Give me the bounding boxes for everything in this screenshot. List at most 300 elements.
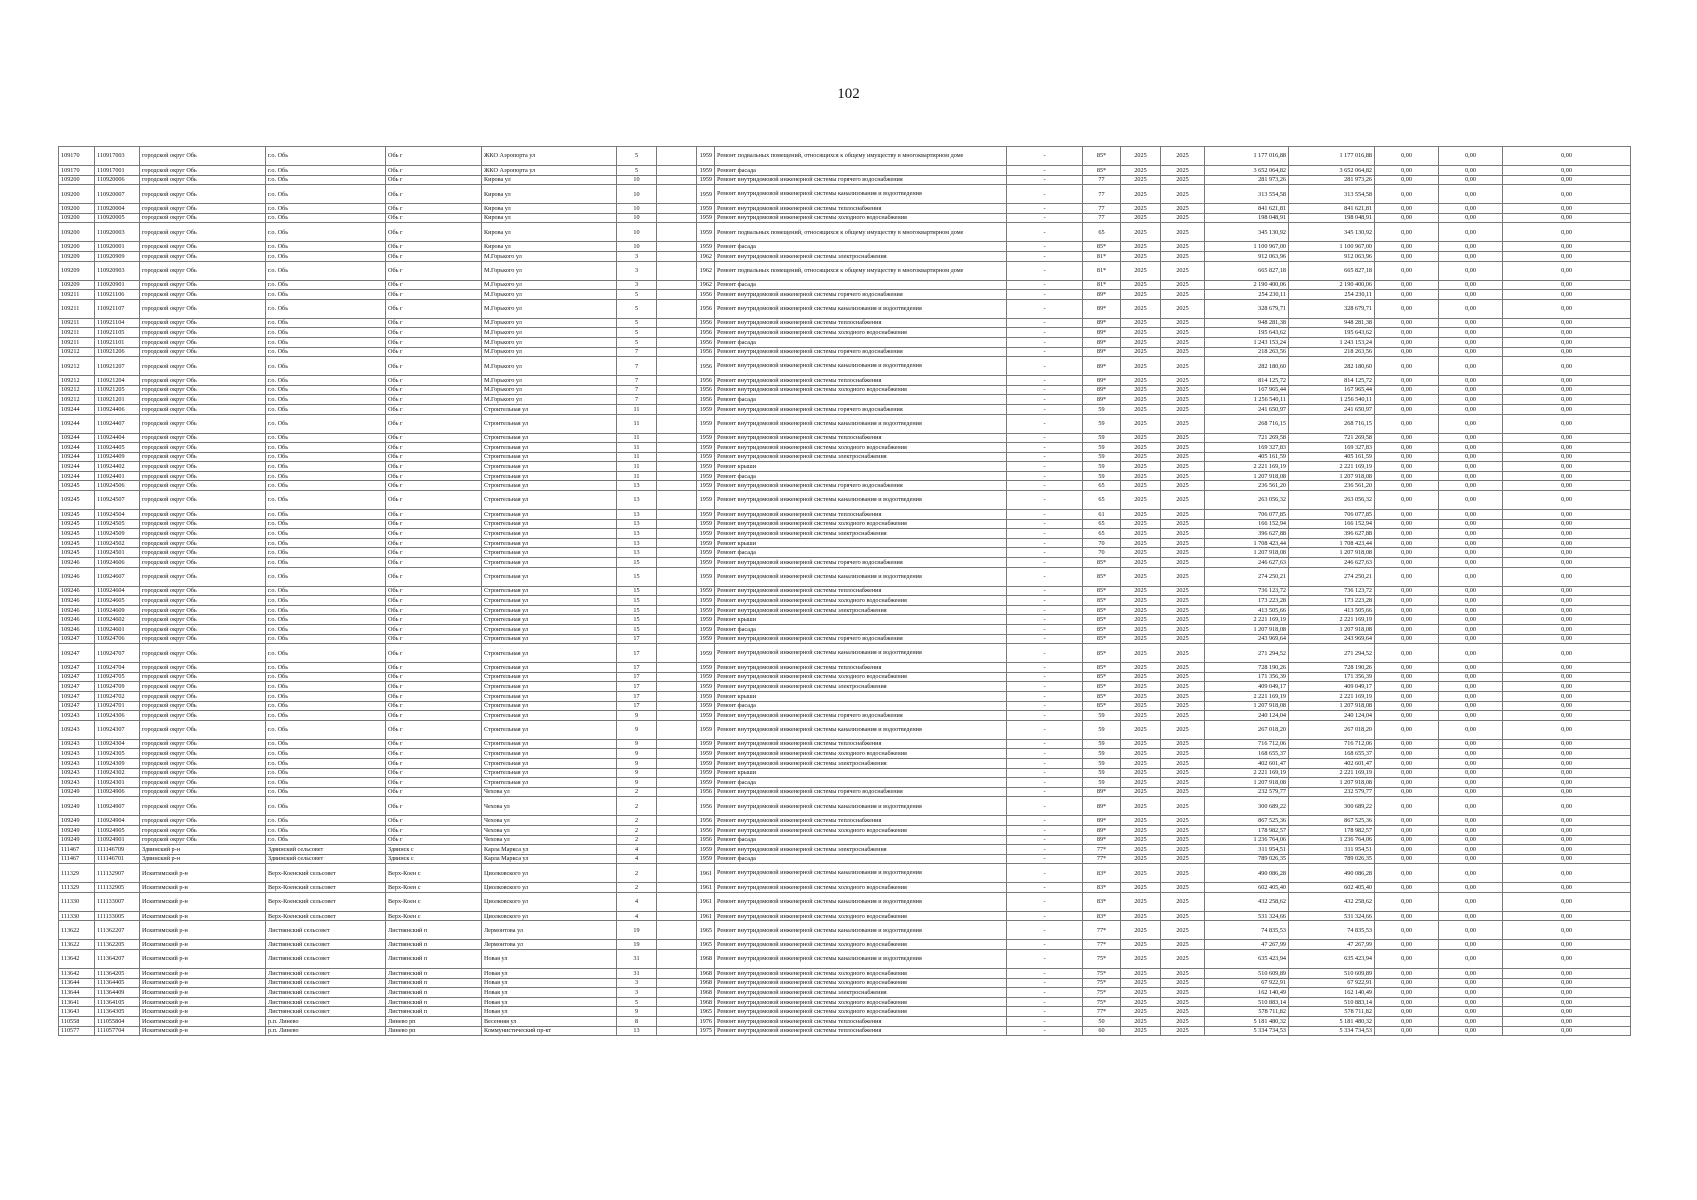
cell-locality: Обь г	[386, 347, 482, 357]
cell-other-cost: 0,00	[1439, 997, 1503, 1007]
cell-building-letter	[657, 290, 697, 300]
cell-street: Новая ул	[482, 978, 617, 988]
cell-work-type: Ремонт внутридомовой инженерной системы холодного водоснабжения	[715, 213, 1007, 223]
cell-build-year: 1956	[697, 787, 715, 797]
cell-settlement: г.о. Обь	[266, 452, 386, 462]
cell-work-id: 111133005	[95, 911, 140, 921]
cell-total-cost: 736 123,72	[1205, 586, 1289, 596]
cell-owners-cost: 0,00	[1503, 261, 1631, 280]
table-row	[59, 758, 1631, 768]
cell-building-letter	[657, 471, 697, 481]
cell-municipality: городской округ Обь	[140, 185, 266, 204]
cell-locality: Обь г	[386, 787, 482, 797]
cell-end-year: 2025	[1161, 510, 1205, 520]
cell-locality: Обь г	[386, 376, 482, 386]
cell-street: Строительная ул	[482, 414, 617, 433]
cell-street: Чехова ул	[482, 816, 617, 826]
cell-end-year: 2025	[1161, 376, 1205, 386]
cell-unit: -	[1007, 883, 1083, 893]
cell-settlement: Здвинский сельсовет	[266, 845, 386, 855]
cell-total-cost: 218 263,56	[1205, 347, 1289, 357]
cell-work-id: 110924305	[95, 749, 140, 759]
cell-owners-cost: 0,00	[1503, 481, 1631, 491]
cell-end-year: 2025	[1161, 845, 1205, 855]
cell-work-type: Ремонт внутридомовой инженерной системы электроснабжения	[715, 452, 1007, 462]
cell-total-cost: 178 982,57	[1205, 825, 1289, 835]
cell-building-letter	[657, 816, 697, 826]
cell-locality: Обь г	[386, 558, 482, 568]
cell-unit: -	[1007, 978, 1083, 988]
cell-start-year: 2025	[1121, 883, 1161, 893]
cell-locality: Здвинск с	[386, 854, 482, 864]
cell-fund-cost: 198 048,91	[1289, 213, 1375, 223]
cell-total-cost: 162 140,49	[1205, 988, 1289, 998]
cell-street: Строительная ул	[482, 634, 617, 644]
cell-unit: -	[1007, 261, 1083, 280]
cell-end-year: 2025	[1161, 558, 1205, 568]
cell-owners-cost: 0,00	[1503, 969, 1631, 979]
cell-other-cost: 0,00	[1439, 825, 1503, 835]
cell-house-id: 109200	[59, 185, 95, 204]
cell-settlement: г.о. Обь	[266, 586, 386, 596]
cell-house-number: 13	[617, 481, 657, 491]
cell-owners-cost: 0,00	[1503, 347, 1631, 357]
cell-locality: Верх-Коен с	[386, 864, 482, 883]
cell-building-letter	[657, 701, 697, 711]
cell-locality: Обь г	[386, 213, 482, 223]
cell-wear-percent: 77	[1083, 204, 1121, 214]
table-row	[59, 988, 1631, 998]
cell-end-year: 2025	[1161, 299, 1205, 318]
cell-owners-cost: 0,00	[1503, 548, 1631, 558]
cell-municipality: городской округ Обь	[140, 634, 266, 644]
cell-locality: Обь г	[386, 147, 482, 166]
cell-settlement: р.п. Линево	[266, 1026, 386, 1036]
table-row	[59, 864, 1631, 883]
cell-build-year: 1959	[697, 644, 715, 663]
cell-work-id: 111133007	[95, 892, 140, 911]
cell-start-year: 2025	[1121, 854, 1161, 864]
cell-municipality: Искитимский р-н	[140, 911, 266, 921]
cell-locality: Обь г	[386, 185, 482, 204]
cell-unit: -	[1007, 634, 1083, 644]
cell-house-number: 3	[617, 988, 657, 998]
cell-start-year: 2025	[1121, 443, 1161, 453]
cell-fund-cost: 1 243 153,24	[1289, 337, 1375, 347]
cell-municipality: городской округ Обь	[140, 749, 266, 759]
cell-settlement: г.о. Обь	[266, 825, 386, 835]
cell-unit: -	[1007, 701, 1083, 711]
cell-build-year: 1959	[697, 845, 715, 855]
cell-budget-cost: 0,00	[1375, 787, 1439, 797]
cell-end-year: 2025	[1161, 519, 1205, 529]
cell-house-id: 109211	[59, 299, 95, 318]
cell-work-id: 111364405	[95, 978, 140, 988]
cell-municipality: городской округ Обь	[140, 395, 266, 405]
cell-house-number: 13	[617, 519, 657, 529]
table-row	[59, 251, 1631, 261]
cell-build-year: 1959	[697, 548, 715, 558]
cell-unit: -	[1007, 414, 1083, 433]
cell-settlement: Верх-Коенский сельсовет	[266, 883, 386, 893]
table-row	[59, 166, 1631, 176]
cell-budget-cost: 0,00	[1375, 797, 1439, 816]
cell-settlement: г.о. Обь	[266, 538, 386, 548]
cell-wear-percent: 65	[1083, 481, 1121, 491]
cell-building-letter	[657, 950, 697, 969]
cell-start-year: 2025	[1121, 749, 1161, 759]
cell-other-cost: 0,00	[1439, 567, 1503, 586]
cell-fund-cost: 578 711,82	[1289, 1007, 1375, 1017]
cell-work-id: 110920003	[95, 223, 140, 242]
table-row	[59, 337, 1631, 347]
cell-wear-percent: 77*	[1083, 940, 1121, 950]
cell-work-type: Ремонт фасада	[715, 548, 1007, 558]
cell-other-cost: 0,00	[1439, 739, 1503, 749]
cell-start-year: 2025	[1121, 711, 1161, 721]
cell-owners-cost: 0,00	[1503, 175, 1631, 185]
cell-unit: -	[1007, 280, 1083, 290]
cell-total-cost: 166 152,94	[1205, 519, 1289, 529]
cell-work-id: 110924409	[95, 452, 140, 462]
cell-work-id: 110924702	[95, 691, 140, 701]
cell-build-year: 1959	[697, 672, 715, 682]
cell-building-letter	[657, 691, 697, 701]
cell-wear-percent: 61	[1083, 510, 1121, 520]
cell-other-cost: 0,00	[1439, 845, 1503, 855]
cell-other-cost: 0,00	[1439, 787, 1503, 797]
cell-budget-cost: 0,00	[1375, 223, 1439, 242]
cell-street: М.Горького ул	[482, 376, 617, 386]
cell-work-type: Ремонт фасада	[715, 854, 1007, 864]
cell-street: Строительная ул	[482, 558, 617, 568]
cell-total-cost: 841 621,81	[1205, 204, 1289, 214]
cell-build-year: 1956	[697, 816, 715, 826]
cell-work-type: Ремонт внутридомовой инженерной системы электроснабжения	[715, 758, 1007, 768]
cell-work-type: Ремонт внутридомовой инженерной системы канализования и водоотведения	[715, 950, 1007, 969]
cell-total-cost: 867 525,36	[1205, 816, 1289, 826]
cell-work-type: Ремонт внутридомовой инженерной системы холодного водоснабжения	[715, 969, 1007, 979]
cell-other-cost: 0,00	[1439, 385, 1503, 395]
cell-building-letter	[657, 625, 697, 635]
cell-settlement: г.о. Обь	[266, 634, 386, 644]
cell-end-year: 2025	[1161, 835, 1205, 845]
cell-house-id: 109243	[59, 778, 95, 788]
cell-end-year: 2025	[1161, 462, 1205, 472]
cell-work-id: 110924605	[95, 596, 140, 606]
cell-work-type: Ремонт фасада	[715, 778, 1007, 788]
cell-building-letter	[657, 758, 697, 768]
cell-municipality: городской округ Обь	[140, 481, 266, 491]
cell-work-id: 110924906	[95, 787, 140, 797]
cell-building-letter	[657, 567, 697, 586]
cell-unit: -	[1007, 548, 1083, 558]
cell-unit: -	[1007, 720, 1083, 739]
cell-total-cost: 243 969,64	[1205, 634, 1289, 644]
cell-work-id: 110921106	[95, 290, 140, 300]
cell-total-cost: 240 124,04	[1205, 711, 1289, 721]
cell-budget-cost: 0,00	[1375, 452, 1439, 462]
cell-end-year: 2025	[1161, 969, 1205, 979]
cell-unit: -	[1007, 1026, 1083, 1036]
cell-municipality: городской округ Обь	[140, 471, 266, 481]
cell-street: Строительная ул	[482, 758, 617, 768]
cell-street: Кирова ул	[482, 185, 617, 204]
cell-end-year: 2025	[1161, 940, 1205, 950]
cell-work-type: Ремонт внутридомовой инженерной системы теплоснабжения	[715, 1026, 1007, 1036]
cell-build-year: 1959	[697, 691, 715, 701]
cell-house-number: 9	[617, 711, 657, 721]
cell-building-letter	[657, 997, 697, 1007]
cell-municipality: городской округ Обь	[140, 462, 266, 472]
cell-build-year: 1959	[697, 471, 715, 481]
cell-settlement: г.о. Обь	[266, 376, 386, 386]
cell-total-cost: 510 609,89	[1205, 969, 1289, 979]
cell-settlement: г.о. Обь	[266, 778, 386, 788]
cell-owners-cost: 0,00	[1503, 835, 1631, 845]
table-row	[59, 558, 1631, 568]
cell-budget-cost: 0,00	[1375, 395, 1439, 405]
cell-municipality: Искитимский р-н	[140, 1007, 266, 1017]
cell-wear-percent: 65	[1083, 491, 1121, 510]
cell-other-cost: 0,00	[1439, 175, 1503, 185]
cell-start-year: 2025	[1121, 969, 1161, 979]
cell-work-id: 110924602	[95, 615, 140, 625]
cell-settlement: г.о. Обь	[266, 481, 386, 491]
cell-start-year: 2025	[1121, 452, 1161, 462]
cell-other-cost: 0,00	[1439, 596, 1503, 606]
cell-other-cost: 0,00	[1439, 605, 1503, 615]
cell-end-year: 2025	[1161, 701, 1205, 711]
cell-house-id: 109245	[59, 510, 95, 520]
cell-building-letter	[657, 596, 697, 606]
cell-end-year: 2025	[1161, 538, 1205, 548]
cell-house-number: 15	[617, 558, 657, 568]
cell-budget-cost: 0,00	[1375, 1017, 1439, 1027]
cell-municipality: Искитимский р-н	[140, 1026, 266, 1036]
cell-house-id: 109245	[59, 548, 95, 558]
cell-work-type: Ремонт внутридомовой инженерной системы холодного водоснабжения	[715, 672, 1007, 682]
cell-wear-percent: 89*	[1083, 357, 1121, 376]
cell-budget-cost: 0,00	[1375, 357, 1439, 376]
cell-owners-cost: 0,00	[1503, 166, 1631, 176]
table-row	[59, 749, 1631, 759]
cell-work-type: Ремонт внутридомовой инженерной системы канализования и водоотведения	[715, 892, 1007, 911]
cell-start-year: 2025	[1121, 797, 1161, 816]
cell-unit: -	[1007, 337, 1083, 347]
cell-owners-cost: 0,00	[1503, 816, 1631, 826]
cell-wear-percent: 75*	[1083, 988, 1121, 998]
cell-build-year: 1959	[697, 510, 715, 520]
cell-build-year: 1959	[697, 175, 715, 185]
cell-total-cost: 300 689,22	[1205, 797, 1289, 816]
cell-work-id: 110921107	[95, 299, 140, 318]
cell-fund-cost: 665 827,18	[1289, 261, 1375, 280]
cell-house-number: 15	[617, 586, 657, 596]
cell-municipality: городской округ Обь	[140, 433, 266, 443]
cell-locality: Обь г	[386, 816, 482, 826]
cell-unit: -	[1007, 787, 1083, 797]
cell-municipality: городской округ Обь	[140, 299, 266, 318]
cell-build-year: 1959	[697, 682, 715, 692]
cell-wear-percent: 89*	[1083, 395, 1121, 405]
cell-work-type: Ремонт фасада	[715, 242, 1007, 252]
cell-house-id: 111467	[59, 854, 95, 864]
cell-settlement: г.о. Обь	[266, 299, 386, 318]
cell-start-year: 2025	[1121, 395, 1161, 405]
cell-fund-cost: 281 973,26	[1289, 175, 1375, 185]
cell-unit: -	[1007, 376, 1083, 386]
cell-work-type: Ремонт внутридомовой инженерной системы теплоснабжения	[715, 510, 1007, 520]
cell-wear-percent: 81*	[1083, 280, 1121, 290]
cell-work-type: Ремонт внутридомовой инженерной системы холодного водоснабжения	[715, 596, 1007, 606]
cell-budget-cost: 0,00	[1375, 213, 1439, 223]
cell-wear-percent: 89*	[1083, 816, 1121, 826]
cell-building-letter	[657, 376, 697, 386]
cell-wear-percent: 59	[1083, 443, 1121, 453]
cell-settlement: г.о. Обь	[266, 720, 386, 739]
cell-total-cost: 3 652 064,82	[1205, 166, 1289, 176]
cell-fund-cost: 241 650,97	[1289, 404, 1375, 414]
cell-house-id: 109249	[59, 825, 95, 835]
cell-house-number: 5	[617, 299, 657, 318]
cell-owners-cost: 0,00	[1503, 1007, 1631, 1017]
cell-unit: -	[1007, 682, 1083, 692]
cell-work-id: 110921105	[95, 328, 140, 338]
cell-total-cost: 490 086,28	[1205, 864, 1289, 883]
cell-municipality: городской округ Обь	[140, 768, 266, 778]
cell-work-type: Ремонт внутридомовой инженерной системы горячего водоснабжения	[715, 711, 1007, 721]
cell-work-id: 110920909	[95, 251, 140, 261]
cell-locality: Обь г	[386, 471, 482, 481]
cell-house-number: 9	[617, 749, 657, 759]
cell-street: Строительная ул	[482, 510, 617, 520]
cell-street: Строительная ул	[482, 471, 617, 481]
cell-owners-cost: 0,00	[1503, 280, 1631, 290]
cell-work-id: 110924604	[95, 586, 140, 596]
cell-owners-cost: 0,00	[1503, 318, 1631, 328]
cell-locality: Обь г	[386, 567, 482, 586]
cell-fund-cost: 948 281,38	[1289, 318, 1375, 328]
cell-owners-cost: 0,00	[1503, 185, 1631, 204]
cell-total-cost: 396 627,88	[1205, 529, 1289, 539]
cell-settlement: г.о. Обь	[266, 519, 386, 529]
cell-total-cost: 2 190 400,06	[1205, 280, 1289, 290]
cell-building-letter	[657, 462, 697, 472]
cell-other-cost: 0,00	[1439, 835, 1503, 845]
table-row	[59, 414, 1631, 433]
cell-build-year: 1959	[697, 213, 715, 223]
cell-budget-cost: 0,00	[1375, 739, 1439, 749]
cell-settlement: Листвянский сельсовет	[266, 950, 386, 969]
cell-budget-cost: 0,00	[1375, 299, 1439, 318]
cell-locality: Обь г	[386, 328, 482, 338]
cell-house-id: 109200	[59, 213, 95, 223]
cell-work-id: 110924904	[95, 816, 140, 826]
page-number: 102	[837, 86, 860, 102]
cell-settlement: г.о. Обь	[266, 242, 386, 252]
cell-house-number: 13	[617, 548, 657, 558]
cell-fund-cost: 195 643,62	[1289, 328, 1375, 338]
cell-settlement: г.о. Обь	[266, 175, 386, 185]
cell-municipality: городской округ Обь	[140, 251, 266, 261]
cell-locality: Обь г	[386, 433, 482, 443]
cell-build-year: 1956	[697, 825, 715, 835]
cell-house-id: 109170	[59, 166, 95, 176]
cell-settlement: г.о. Обь	[266, 280, 386, 290]
cell-settlement: Листвянский сельсовет	[266, 969, 386, 979]
cell-owners-cost: 0,00	[1503, 797, 1631, 816]
cell-build-year: 1965	[697, 921, 715, 940]
cell-budget-cost: 0,00	[1375, 625, 1439, 635]
cell-end-year: 2025	[1161, 529, 1205, 539]
cell-fund-cost: 243 969,64	[1289, 634, 1375, 644]
cell-locality: Обь г	[386, 414, 482, 433]
cell-start-year: 2025	[1121, 404, 1161, 414]
cell-total-cost: 1 207 918,08	[1205, 548, 1289, 558]
cell-municipality: городской округ Обь	[140, 682, 266, 692]
cell-owners-cost: 0,00	[1503, 491, 1631, 510]
cell-street: Циолковского ул	[482, 883, 617, 893]
cell-house-id: 109247	[59, 663, 95, 673]
cell-build-year: 1968	[697, 950, 715, 969]
cell-wear-percent: 59	[1083, 452, 1121, 462]
cell-house-number: 3	[617, 978, 657, 988]
cell-owners-cost: 0,00	[1503, 845, 1631, 855]
cell-wear-percent: 70	[1083, 548, 1121, 558]
cell-house-id: 109249	[59, 835, 95, 845]
cell-wear-percent: 77*	[1083, 854, 1121, 864]
cell-total-cost: 2 221 169,19	[1205, 462, 1289, 472]
cell-settlement: Верх-Коенский сельсовет	[266, 892, 386, 911]
cell-building-letter	[657, 988, 697, 998]
cell-total-cost: 531 324,66	[1205, 911, 1289, 921]
cell-fund-cost: 5 181 480,32	[1289, 1017, 1375, 1027]
cell-locality: Обь г	[386, 825, 482, 835]
cell-settlement: Верх-Коенский сельсовет	[266, 911, 386, 921]
cell-build-year: 1959	[697, 538, 715, 548]
cell-wear-percent: 89*	[1083, 328, 1121, 338]
table-row	[59, 835, 1631, 845]
cell-work-type: Ремонт внутридомовой инженерной системы холодного водоснабжения	[715, 443, 1007, 453]
cell-budget-cost: 0,00	[1375, 251, 1439, 261]
cell-house-id: 109243	[59, 768, 95, 778]
cell-unit: -	[1007, 404, 1083, 414]
cell-total-cost: 728 190,26	[1205, 663, 1289, 673]
cell-work-id: 110924705	[95, 672, 140, 682]
cell-fund-cost: 166 152,94	[1289, 519, 1375, 529]
cell-street: Строительная ул	[482, 615, 617, 625]
cell-street: Строительная ул	[482, 452, 617, 462]
cell-other-cost: 0,00	[1439, 223, 1503, 242]
cell-work-type: Ремонт внутридомовой инженерной системы горячего водоснабжения	[715, 481, 1007, 491]
cell-start-year: 2025	[1121, 290, 1161, 300]
cell-build-year: 1956	[697, 797, 715, 816]
cell-street: Строительная ул	[482, 491, 617, 510]
table-row	[59, 940, 1631, 950]
cell-unit: -	[1007, 462, 1083, 472]
cell-total-cost: 789 026,35	[1205, 854, 1289, 864]
cell-start-year: 2025	[1121, 605, 1161, 615]
cell-building-letter	[657, 739, 697, 749]
cell-budget-cost: 0,00	[1375, 538, 1439, 548]
cell-owners-cost: 0,00	[1503, 997, 1631, 1007]
cell-work-id: 110924502	[95, 538, 140, 548]
cell-street: М.Горького ул	[482, 299, 617, 318]
cell-house-number: 5	[617, 997, 657, 1007]
cell-end-year: 2025	[1161, 787, 1205, 797]
cell-work-type: Ремонт внутридомовой инженерной системы канализования и водоотведения	[715, 185, 1007, 204]
